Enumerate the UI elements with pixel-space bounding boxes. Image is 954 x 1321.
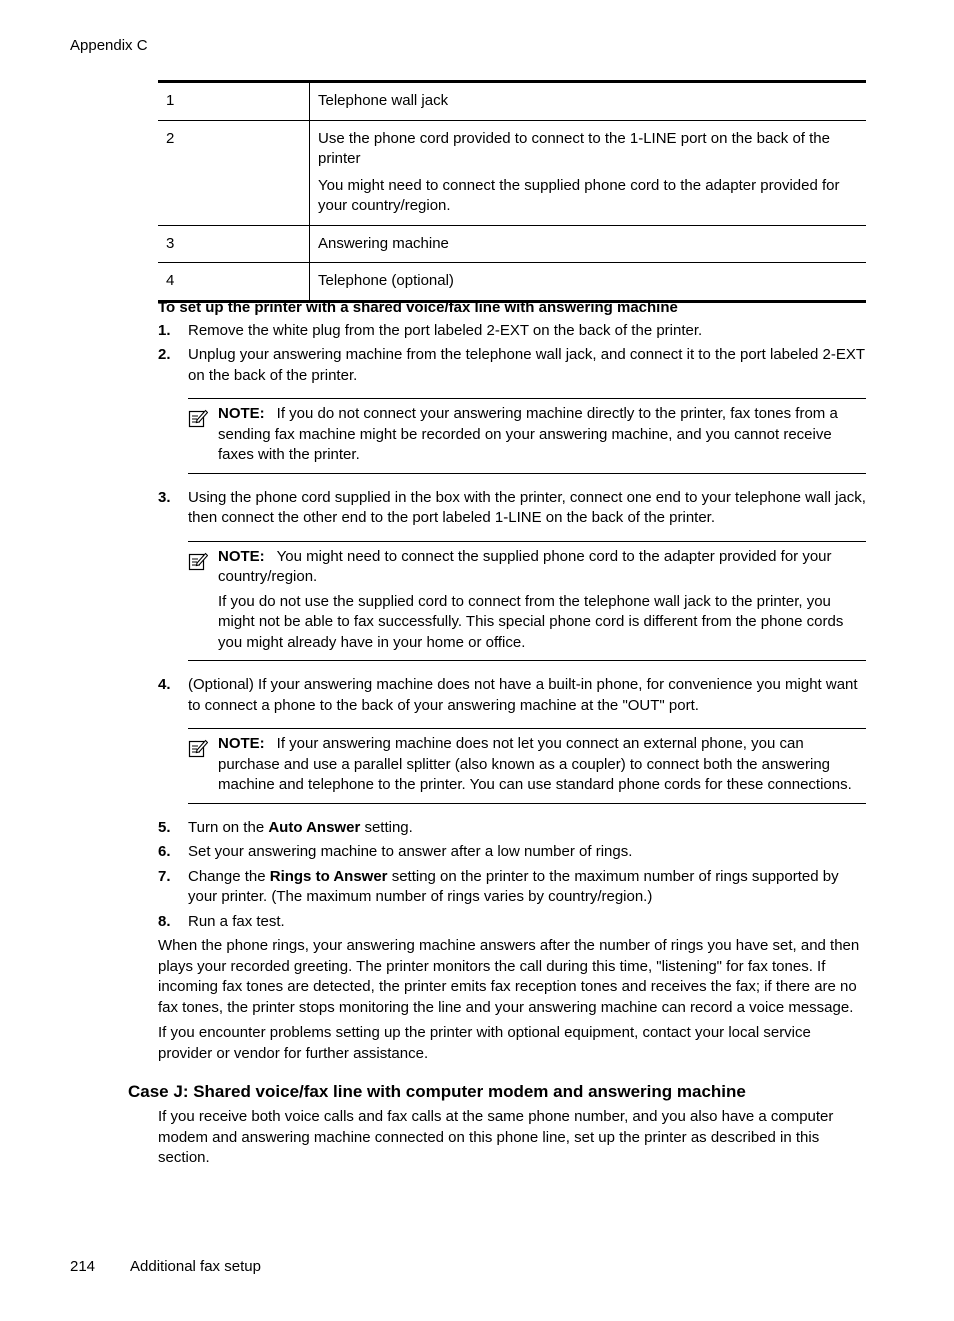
step-number: 7. [158,867,171,885]
step-text: Remove the white plug from the port labeled 2-EXT on the back of the printer. [188,321,703,339]
running-header: Appendix C [70,37,148,54]
step-text-post: setting. [360,818,413,836]
step-text: (Optional) If your answering machine does not have a built-in phone, for convenience you might want to connect a phone to the back of your answering machine at the "OUT" port. [188,676,858,714]
note-text: You might need to connect the supplied phone cord to the adapter provided for your country/region. [218,547,832,585]
list-item [158,818,866,839]
table-row [158,82,866,121]
table-row [158,120,866,225]
note-pencil-icon [188,738,208,758]
step-text: Set your answering machine to answer after a low number of rings. [188,843,633,860]
step-text-pre: Change the [188,867,270,885]
step-number: 1. [158,321,171,339]
legend-table [158,80,866,303]
note-text-extra: If you do not use the supplied cord to connect from the telephone wall jack to the printer, you might not be able to fax successfully. This special phone cord is different from the phone cords you might already have in your home or office. [218,592,844,651]
body-paragraph: When the phone rings, your answering machine answers after the number of rings you have set, and then plays your recorded greeting. The printer monitors the call during this time, "listening" for fax tones. If incoming fax tones are detected, the printer emits fax reception tones and receives the fax; if there are no fax tones, the printer stops monitoring the line and your answering machine can record a voice message. [158,937,860,1016]
procedure-title: To set up the printer with a shared voice/fax line with answering machine [158,299,678,316]
step-number: 2. [158,346,171,363]
table-cell-description [310,225,867,263]
note-box [188,728,866,804]
cell-text: You might need to connect the supplied phone cord to the adapter provided for your country/region. [318,176,840,214]
running-footer [70,1257,261,1278]
note-label: NOTE: [218,547,265,565]
step-number: 8. [158,912,171,930]
table-cell-description [310,120,867,225]
table-cell-number: 1 [158,82,310,121]
footer-section-title: Additional fax setup [130,1258,261,1275]
note-label: NOTE: [218,405,265,422]
cell-text: Telephone wall jack [318,92,449,109]
table-cell-description [310,263,867,302]
section-heading: Case J: Shared voice/fax line with computer modem and answering machine [128,1082,746,1101]
step-text: Unplug your answering machine from the telephone wall jack, and connect it to the port labeled 2-EXT on the back of the printer. [188,346,865,384]
step-text: Run a fax test. [188,912,285,930]
list-item [158,842,866,863]
note-box [188,541,866,662]
list-item [158,675,866,716]
table-cell-number: 2 [158,120,310,225]
list-item [158,488,866,529]
step-text: Using the phone cord supplied in the box with the printer, connect one end to your telephone wall jack, then connect the other end to the port labeled 1-LINE on the back of the printer. [188,488,866,526]
body-paragraph: If you receive both voice calls and fax calls at the same phone number, and you also have a computer modem and answering machine connected on this phone line, set up the printer as described in this section. [158,1108,834,1166]
body-paragraph: If you encounter problems setting up the printer with optional equipment, contact your local service provider or vendor for further assistance. [158,1024,811,1062]
step-number: 4. [158,676,171,693]
step-number: 5. [158,818,171,836]
list-item [158,321,866,342]
table-cell-description [310,82,867,121]
step-text-post: setting on the printer to the maximum number of rings supported by your printer. (The maximum number of rings varies by country/region.) [188,867,839,905]
note-pencil-icon [188,408,208,428]
note-text: If you do not connect your answering machine directly to the printer, fax tones from a sending fax machine might be recorded on your answering machine, and you cannot receive faxes with the printer. [218,405,838,463]
list-item [158,912,866,933]
table-row [158,263,866,302]
steps-list [158,488,866,529]
cell-text: Answering machine [318,234,449,252]
main-content [128,298,866,1169]
step-text-pre: Turn on the [188,818,269,836]
list-item [158,345,866,386]
setting-name: Rings to Answer [269,867,388,885]
steps-list [158,675,866,716]
step-number: 6. [158,843,171,860]
steps-list [158,818,866,933]
list-item [158,867,866,908]
note-box [188,398,866,474]
table-row [158,225,866,263]
steps-list [158,321,866,387]
note-pencil-icon [188,551,208,571]
cell-text: Telephone (optional) [318,272,454,289]
step-number: 3. [158,488,171,506]
page-number: 214 [70,1258,96,1275]
note-label: NOTE: [218,735,265,752]
table-cell-number: 4 [158,263,310,302]
note-text: If your answering machine does not let you connect an external phone, you can purchase and use a parallel splitter (also known as a coupler) to connect both the answering machine and telephone to the printer. You can use standard phone cords for these connections. [218,735,852,793]
table-cell-number: 3 [158,225,310,263]
cell-text: Use the phone cord provided to connect to the 1-LINE port on the back of the printer [318,129,830,167]
setting-name: Auto Answer [268,818,361,836]
